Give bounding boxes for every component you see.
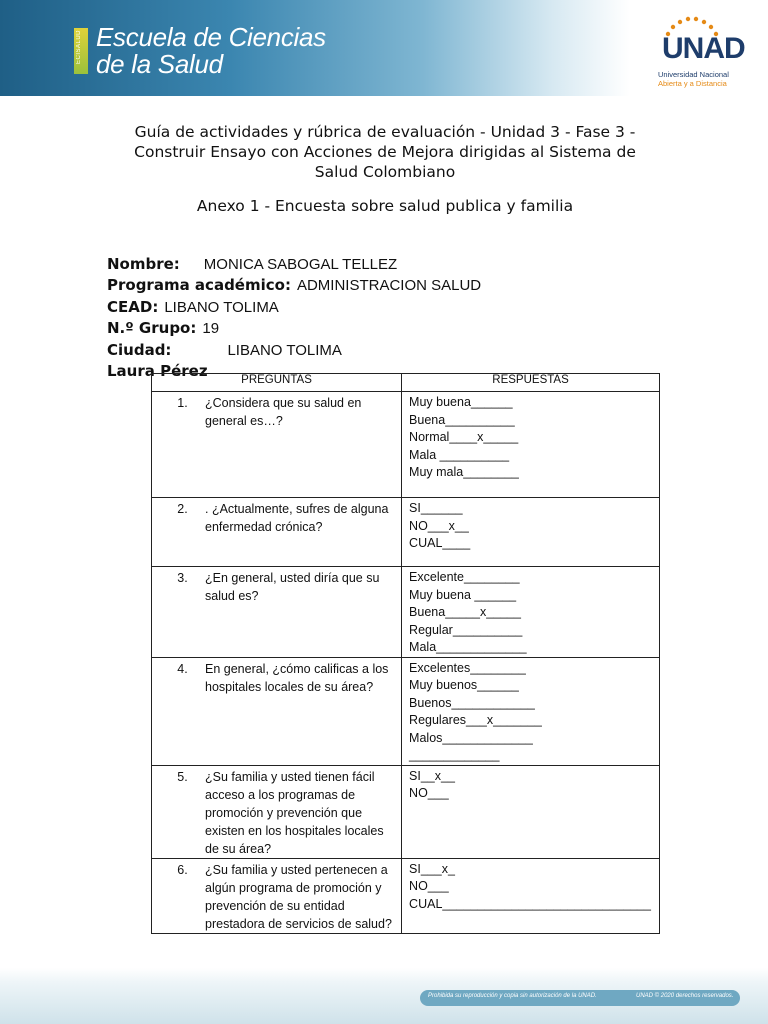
info-row-cead [107, 297, 481, 318]
answer-option: SI______ [409, 501, 463, 515]
answer-cell [402, 498, 660, 567]
answer-option: Muy buena ______ [409, 587, 517, 602]
title-line-1: Guía de actividades y rúbrica de evaluación - Unidad 3 - Fase 3 - [134, 123, 636, 141]
document-title [100, 122, 670, 182]
answer-option: CUAL______________________________ [409, 896, 651, 911]
answer-option: Regular__________ [409, 622, 523, 637]
banner-title-line-1: Escuela de Ciencias [96, 22, 326, 52]
answer-option: SI__x__ [409, 768, 455, 783]
logo-line-1: Universidad Nacional [658, 70, 729, 79]
answer-cell [402, 392, 660, 498]
annex-heading: Anexo 1 - Encuesta sobre salud publica y familia [196, 197, 574, 215]
title-line-3: Salud Colombiano [314, 163, 456, 181]
answer-option: Excelente________ [409, 570, 520, 584]
answer-option: CUAL____ [409, 536, 471, 550]
answer-option: _____________ [409, 748, 500, 762]
title-line-2: Construir Ensayo con Acciones de Mejora dirigidas al Sistema de [134, 143, 636, 161]
programa-value: ADMINISTRACION SALUD [296, 277, 482, 295]
question-cell [152, 765, 402, 858]
answer-option: Excelentes________ [409, 660, 526, 675]
answer-option: Regulares___x_______ [409, 713, 542, 727]
grupo-label: N.º Grupo: [107, 319, 197, 338]
answer-cell [402, 765, 660, 858]
question-text: En general, ¿cómo calificas a los hospitales locales de su área? [205, 661, 389, 694]
nombre-label: Nombre: [107, 255, 180, 273]
table-body [152, 392, 660, 934]
header-preguntas: PREGUNTAS [152, 374, 402, 392]
answer-option: Muy buenos______ [409, 678, 519, 692]
question-text: ¿Su familia y usted tienen fácil acceso a los programas de promoción y prevención que existen en los hospitales locales de su área? [205, 769, 384, 856]
question-text: ¿En general, usted diría que su salud es? [205, 571, 380, 603]
banner-title-line-2: de la Salud [96, 49, 223, 79]
info-row-programa [107, 275, 481, 296]
table-row [152, 498, 660, 567]
question-number: 3. [177, 571, 188, 585]
banner-title [96, 24, 326, 78]
table-header-row [152, 374, 660, 392]
question-text: ¿Considera que su salud en general es…? [205, 396, 362, 428]
cead-label: CEAD: [107, 297, 159, 316]
footer-rights: UNAD © 2020 derechos reservados. [636, 993, 734, 999]
logo-line-2: Abierta y a Distancia [658, 79, 727, 88]
info-row-ciudad [107, 340, 481, 361]
ciudad-value: LIBANO TOLIMA [227, 341, 342, 359]
cead-value: LIBANO TOLIMA [164, 298, 279, 316]
table-row [152, 567, 660, 658]
info-row-grupo [107, 318, 481, 339]
footer-copy-notice: Prohibida su reproducción y copia sin autorización de la UNAD. [428, 993, 597, 999]
logo-wordmark: UNAD [662, 32, 745, 65]
table-row [152, 765, 660, 858]
answer-option: Malos_____________ [409, 730, 533, 745]
answer-option: NO___ [409, 879, 449, 893]
answer-option: NO___x__ [409, 518, 469, 533]
answer-option: Normal____x_____ [409, 430, 519, 444]
table-row [152, 392, 660, 498]
answer-option: Mala __________ [409, 447, 510, 462]
student-info [107, 254, 481, 381]
answer-option: Muy mala________ [409, 465, 519, 479]
banner-side-label: ECISALUD [76, 30, 82, 65]
question-cell [152, 858, 402, 933]
extra-name: Laura Pérez [107, 362, 208, 381]
header-respuestas: RESPUESTAS [402, 374, 660, 392]
question-cell [152, 498, 402, 567]
question-cell [152, 392, 402, 498]
programa-label: Programa académico: [107, 276, 291, 295]
answer-option: Buena_____x_____ [409, 605, 521, 619]
table-row [152, 657, 660, 765]
unad-logo [620, 16, 750, 92]
question-number: 1. [177, 396, 188, 410]
answer-cell [402, 858, 660, 933]
table-row [152, 858, 660, 933]
ciudad-label: Ciudad: [107, 340, 172, 359]
question-cell [152, 567, 402, 658]
question-number: 4. [177, 661, 188, 676]
info-row-nombre [107, 254, 481, 275]
answer-option: Buena__________ [409, 412, 515, 427]
answer-cell [402, 657, 660, 765]
answer-cell [402, 567, 660, 658]
answer-option: SI___x_ [409, 861, 455, 876]
question-cell [152, 657, 402, 765]
answer-option: Muy buena______ [409, 395, 513, 409]
question-text: ¿Su familia y usted pertenecen a algún programa de promoción y prevención de su entidad prestadora de servicios de salud? [205, 862, 392, 931]
question-text: . ¿Actualmente, sufres de alguna enfermedad crónica? [205, 502, 389, 534]
question-number: 2. [177, 502, 188, 516]
grupo-value: 19 [202, 320, 220, 338]
question-number: 5. [177, 769, 188, 784]
question-number: 6. [177, 862, 188, 877]
answer-option: Buenos____________ [409, 695, 535, 710]
nombre-value: MONICA SABOGAL TELLEZ [203, 256, 398, 273]
answer-option: Mala_____________ [409, 640, 527, 654]
answer-option: NO___ [409, 786, 449, 800]
survey-table [151, 373, 660, 934]
